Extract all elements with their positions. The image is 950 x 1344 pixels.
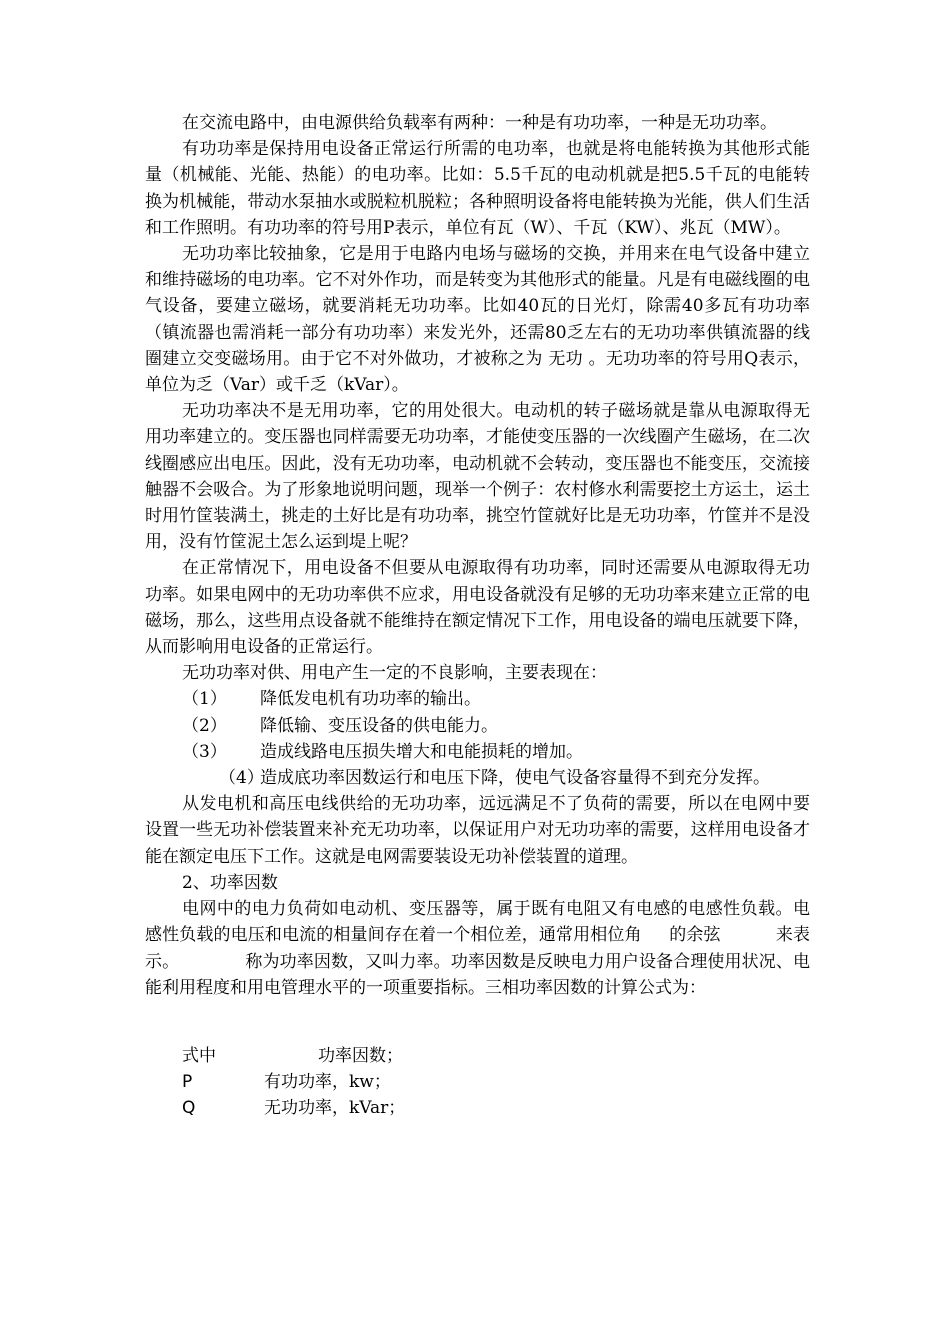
list-item	[145, 765, 810, 791]
list-item-number: （3）	[182, 741, 227, 762]
formula-description: 有功功率，kw；	[264, 1072, 391, 1093]
formula-description: 功率因数；	[318, 1045, 403, 1066]
paragraph-power-factor: 电网中的电力负荷如电动机、变压器等，属于既有电阻又有电感的电感性负载。电感性负载的电压和电流的相量间存在着一个相位差，通常用相位角 的余弦 来表示。 称为功率因数，又叫力率。功率因数是反映电力用户设备合理使用状况、电能利用程度和用电管理水平的一项重要指标。三相功率因数的计算公式为：	[145, 899, 810, 998]
formula-label: 式中	[182, 1045, 216, 1066]
paragraph-reactive-power: 无功功率比较抽象，它是用于电路内电场与磁场的交换，并用来在电气设备中建立和维持磁场的电功率。它不对外作功，而是转变为其他形式的能量。凡是有电磁线圈的电气设备，要建立磁场，就要消耗无功功率。比如40瓦的日光灯，除需40多瓦有功功率（镇流器也需消耗一部分有功功率）来发光外，还需80乏左右的无功功率供镇流器的线圈建立交变磁场用。由于它不对外做功，才被称之为 无功 。无功功率的符号用Q表示，单位为乏（Var）或千乏（kVar）。	[145, 244, 810, 396]
list-item-number: （1）	[182, 689, 227, 710]
formula-symbol: P	[182, 1072, 193, 1093]
formula-description: 无功功率，kVar；	[264, 1098, 406, 1119]
list-item-text: 造成线路电压损失增大和电能损耗的增加。	[260, 741, 583, 762]
paragraph-active-power: 有功功率是保持用电设备正常运行所需的电功率，也就是将电能转换为其他形式能量（机械能、光能、热能）的电功率。比如：5.5千瓦的电动机就是把5.5千瓦的电能转换为机械能，带动水泵抽水或脱粒机脱粒；各种照明设备将电能转换为光能，供人们生活和工作照明。有功功率的符号用P表示，单位有瓦（W）、千瓦（KW）、兆瓦（MW）。	[145, 139, 810, 238]
list-item	[145, 713, 810, 739]
list-item-number: （4）	[219, 768, 264, 789]
formula-legend-row	[145, 1069, 810, 1095]
paragraph-intro: 在交流电路中，由电源供给负载率有两种：一种是有功功率，一种是无功功率。	[182, 113, 777, 133]
list-item-text: 降低发电机有功功率的输出。	[260, 689, 481, 710]
list-item	[145, 686, 810, 712]
list-item-number: （2）	[182, 715, 227, 736]
section-heading-power-factor: 2、功率因数	[182, 872, 278, 893]
formula-symbol: Q	[182, 1098, 196, 1119]
list-item-text: 造成底功率因数运行和电压下降，使电气设备容量得不到充分发挥。	[260, 768, 770, 789]
list-item-text: 降低输、变压设备的供电能力。	[260, 715, 498, 736]
formula-legend-row	[145, 1095, 810, 1121]
paragraph-normal-conditions: 在正常情况下，用电设备不但要从电源取得有功功率，同时还需要从电源取得无功功率。如果电网中的无功功率供不应求，用电设备就没有足够的无功功率来建立正常的电磁场，那么，这些用点设备就不能维持在额定情况下工作，用电设备的端电压就要下降，从而影响用电设备的正常运行。	[145, 558, 810, 658]
paragraph-effects-intro: 无功功率对供、用电产生一定的不良影响，主要表现在：	[182, 663, 607, 684]
document-body	[145, 110, 810, 1122]
formula-image-placeholder	[145, 1001, 810, 1043]
paragraph-compensation: 从发电机和高压电线供给的无功功率，远远满足不了负荷的需要，所以在电网中要设置一些无功补偿装置来补充无功功率，以保证用户对无功功率的需要，这样用电设备才能在额定电压下工作。这就是电网需要装设无功补偿装置的道理。	[145, 794, 810, 867]
list-item	[145, 739, 810, 765]
paragraph-reactive-usefulness: 无功功率决不是无用功率，它的用处很大。电动机的转子磁场就是靠从电源取得无用功率建立的。变压器也同样需要无功功率，才能使变压器的一次线圈产生磁场，在二次线圈感应出电压。因此，没有无功功率，电动机就不会转动，变压器也不能变压，交流接触器不会吸合。为了形象地说明问题，现举一个例子：农村修水利需要挖土方运土，运土时用竹筐装满土，挑走的土好比是有功功率，挑空竹筐就好比是无功功率，竹筐并不是没用，没有竹筐泥土怎么运到堤上呢？	[145, 401, 810, 553]
formula-legend-row	[145, 1043, 810, 1069]
